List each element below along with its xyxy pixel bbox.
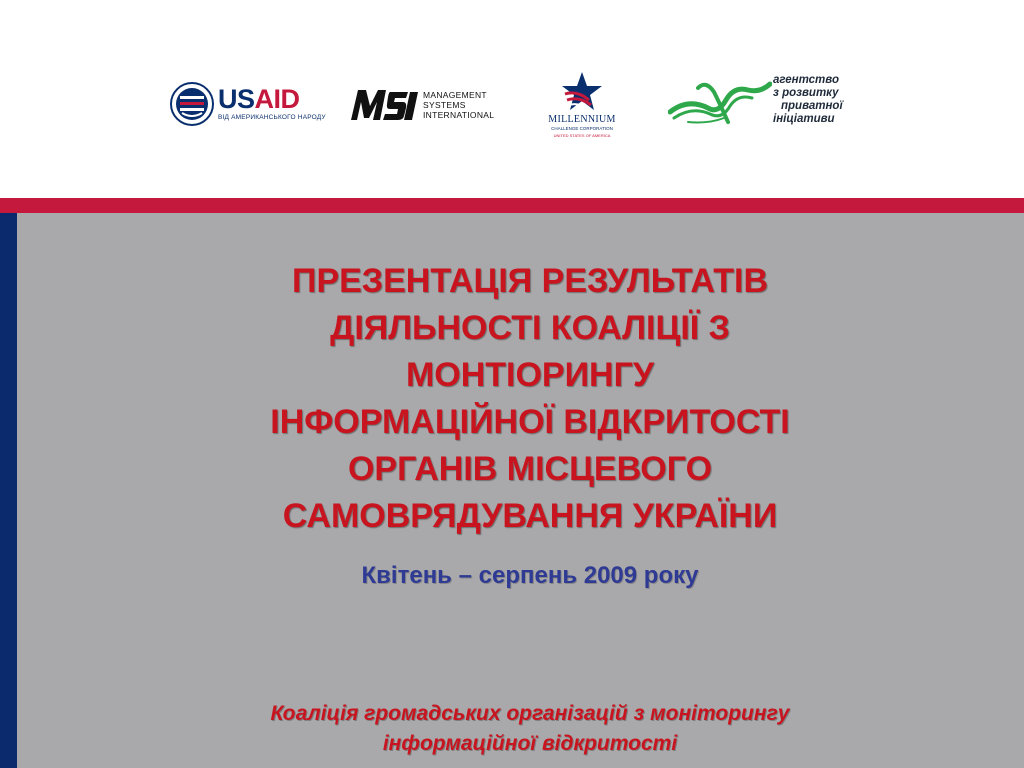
date-range: Квітень – серпень 2009 року [361,562,699,589]
title-line: ОРГАНІВ МІСЦЕВОГО [347,450,713,488]
slide-title [200,258,860,540]
title-line: ПРЕЗЕНТАЦІЯ РЕЗУЛЬТАТІВ [292,262,768,300]
usaid-tagline: ВІД АМЕРИКАНСЬКОГО НАРОДУ [218,114,326,121]
agency-logo [668,74,858,130]
coalition-line: Коаліція громадських організацій з моніторингу [270,702,790,725]
usaid-word-aid: AID [254,84,300,114]
title-line: МОНТІОРИНГУ [405,356,655,394]
star-icon [557,70,607,114]
agency-text [773,74,843,126]
title-line: ДІЯЛЬНОСТІ КОАЛІЦІЇ З [330,309,730,347]
msi-line: INTERNATIONAL [423,110,495,120]
msi-logo [350,88,500,124]
usaid-logo [170,82,326,128]
swoosh-icon [668,78,772,128]
msi-line: SYSTEMS [423,100,466,110]
msi-text [423,90,494,120]
red-stripe [0,198,1024,213]
msi-mark-icon [350,88,422,122]
millennium-sub2: UNITED STATES OF AMERICA [553,133,611,138]
usaid-wordmark [218,84,300,114]
agency-line: ініціативи [773,113,835,125]
title-line: САМОВРЯДУВАННЯ УКРАЇНИ [282,497,778,535]
usaid-word-us: US [218,84,255,114]
msi-line: MANAGEMENT [423,90,487,100]
title-line: ІНФОРМАЦІЙНОЇ ВІДКРИТОСТІ [270,403,790,441]
logo-band [0,0,1024,198]
millennium-name: MILLENNIUM [548,114,616,125]
agency-line: приватної [781,100,843,112]
millennium-sub: CHALLENGE CORPORATION [551,126,613,131]
coalition-line: інформаційної відкритості [382,732,678,755]
millennium-logo [545,70,619,142]
agency-line: з розвитку [773,87,839,99]
usaid-seal-icon [170,82,214,126]
agency-line: агентство [773,74,839,86]
coalition-name [190,699,870,759]
blue-side-bar [0,213,17,768]
